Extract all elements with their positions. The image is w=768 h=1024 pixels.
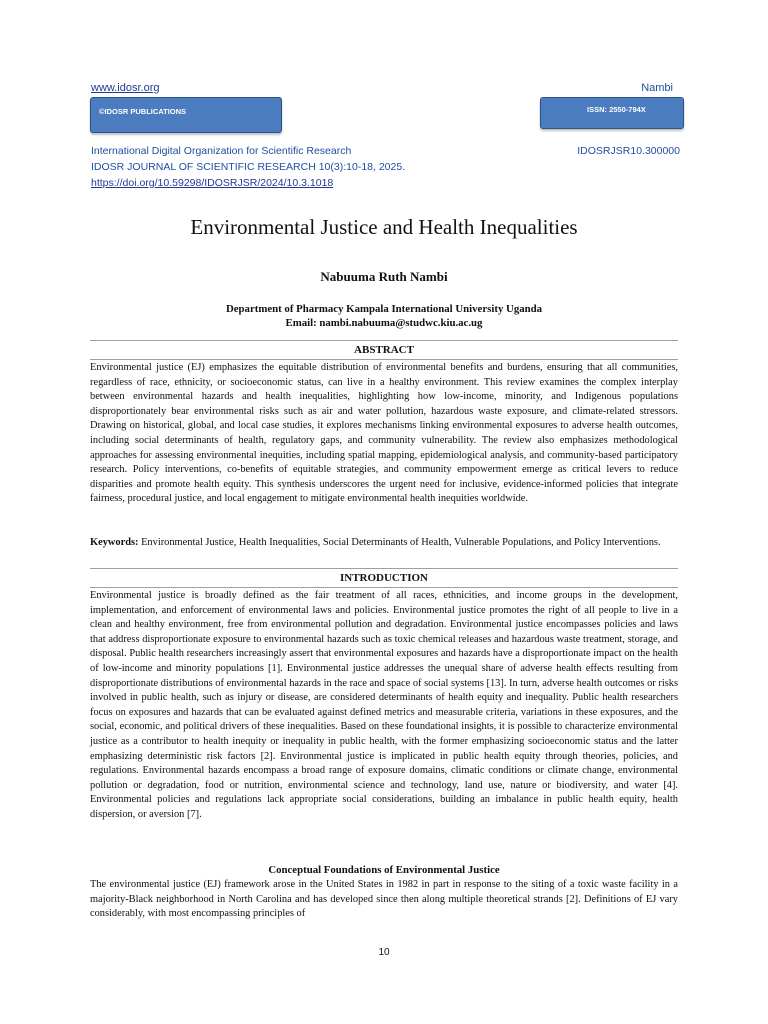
running-author: Nambi [641,82,673,94]
abstract-top-rule [90,340,678,341]
site-link[interactable]: www.idosr.org [91,82,160,94]
introduction-body: Environmental justice is broadly defined as the fair treatment of all races, ethnicities, and income groups in the development, implementation, and enforcement of environmental laws and policies. Environmental justice promotes the right of all people to live in a clean and healthy environment, free from environmental pollution and degradation. Environmental justice encompasses policies and laws that address disproportionate exposure to environmental hazards such as toxic chemical releases and hazardous waste treatment, storage, and disposal. Public health researchers increasingly assert that environmental exposures and hazards have a disproportionate impact on the health of low-income and minority populations [1]. Environmental justice addresses the unequal share of adverse health effects resulting from disproportionate distributions of environmental hazards in the race and space of social systems [13]. In turn, adverse health outcomes or risks involved in public health, such as injury or disease, are considered determinants of health equity and inequality. Public health researchers focus on exposures and hazards that can be evaluated against defined metrics and measurable criteria, variations in these exposures, and the social, economic, and political drivers of these inequalities. Based on these foundational insights, it is possible to characterize environmental justice as a contributor to health inequity or inequality in public health, with the former emphasizing socioeconomic status and the latter emphasizing deterministic risk factors [2]. Environmental justice is implicated in public health equity through theories, policies, and regulations. Environmental hazards encompass a broad range of exposure domains, climatic conditions or climate change, environmental pollution or degradation, food or nutrition, environmental science and technology, land use, nature or biodiversity, and water [4]. Environmental policies and regulations lack appropriate social considerations, building an imbalance in public health equity, health dispersion, or aversion [7]. [90,590,678,820]
article-title: Environmental Justice and Health Inequalities [190,215,578,239]
keywords-list: Environmental Justice, Health Inequalities, Social Determinants of Health, Vulnerable Populations, and Policy Interventions. [138,537,661,548]
article-author: Nabuuma Ruth Nambi [320,269,448,284]
publisher-badge-label: ©IDOSR PUBLICATIONS [99,107,187,116]
introduction-heading: INTRODUCTION [339,572,428,584]
doi-link[interactable]: https://doi.org/10.59298/IDOSRJSR/2024/10.3.1018 [91,177,334,189]
abstract-heading-rule [90,359,678,360]
org-name: International Digital Organization for Scientific Research [91,145,352,157]
publisher-badge [90,97,282,133]
issn-label: ISSN: 2550-794X [587,105,646,114]
journal-reference: IDOSR JOURNAL OF SCIENTIFIC RESEARCH 10(3):10-18, 2025. [91,161,406,173]
intro-heading-rule [90,587,678,588]
section-body: The environmental justice (EJ) framework arose in the United States in 1982 in part in response to the siting of a toxic waste facility in a majority-Black neighborhood in North Carolina and has developed since then along multiple theoretical strands [2]. Definitions of EJ vary considerably, with most encompassing principles of [90,879,678,920]
intro-top-rule [90,568,678,569]
abstract-heading: ABSTRACT [354,344,414,356]
author-email: Email: nambi.nabuuma@studwc.kiu.ac.ug [285,317,483,329]
page-number: 10 [378,947,390,958]
doc-code: IDOSRJSR10.300000 [577,145,680,157]
keywords [90,536,678,551]
abstract-body: Environmental justice (EJ) emphasizes the equitable distribution of environmental benefits and burdens, ensuring that all communities, regardless of race, ethnicity, or socioeconomic status, can live in a healthy environment. This review examines the complex interplay between environmental hazards and health inequalities, highlighting how low-income, minority, and Indigenous populations disproportionately bear environmental risks such as air and water pollution, hazardous waste exposure, and climate-related stressors. Drawing on historical, global, and local case studies, it explores mechanisms linking environmental exposures to adverse health outcomes, including social determinants of health, regulatory gaps, and community vulnerability. The review also emphasizes methodological approaches for assessing environmental inequities, including spatial mapping, epidemiological analysis, and community-based participatory research. Policy interventions, co-benefits of equitable strategies, and community empowerment emerge as critical levers to reduce disparities and promote health equity. This synthesis underscores the urgent need for inclusive, evidence-informed policies that integrate fairness, procedural justice, and local engagement to mitigate environmental health inequities worldwide. [90,362,678,505]
section-heading: Conceptual Foundations of Environmental Justice [268,864,500,876]
issn-badge [540,97,684,129]
author-affiliation: Department of Pharmacy Kampala International University Uganda [225,303,543,315]
keywords-label: Keywords: [90,537,139,548]
